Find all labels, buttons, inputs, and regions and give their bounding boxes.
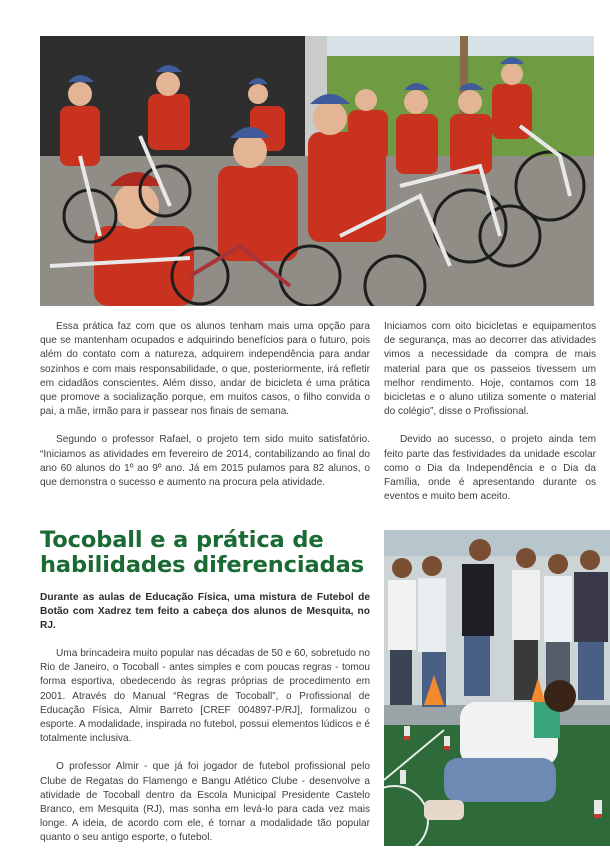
paragraph: Segundo o professor Rafael, o projeto tem sido muito satisfatório. “Iniciamos as atividades em fevereiro de 2014, contabilizando ao final do ano 60 alunos do 1º ao 9º ano. Já em 2015 pulamos para 82 alunos, o que demonstra o sucesso e aumento na procura pela atividade. <box>40 434 370 489</box>
paragraph: Devido ao sucesso, o projeto ainda tem feito parte das festividades da unidade escolar como o Dia da Independência e o Dia da Família, onde é apresentando durante os eventos e muito bem aceito. <box>384 434 596 503</box>
photo-tocoball-students <box>384 530 610 846</box>
headline-line-2: habilidades diferenciadas <box>40 552 364 578</box>
photo-children-bicycles <box>40 36 594 306</box>
paragraph: Uma brincadeira muito popular nas décadas de 50 e 60, sobretudo no Rio de Janeiro, o Tocoball - antes simples e com poucas regras - tomou forma esportiva, obedecendo às regras próprias de procedimento em 2001. Através do Manual “Regras de Tocoball”, o Profissional de Educação Física, Almir Barreto [CREF 004897-P/RJ], formalizou o esporte. A modalidade, inspirada no futebol, possui elementos lúdicos e é totalmente inclusiva. <box>40 648 370 745</box>
paragraph: O professor Almir - que já foi jogador de futebol profissional pelo Clube de Regatas do Flamengo e Bangu Atlético Clube - desenvolve a atividade de Tocoball dentro da Escola Municipal Presidente Castelo Branco, em Mesquita (RJ), mas sonha em levá-lo para cada vez mais longe. A ideia, de acordo com ele, é tornar a modalidade tão popular quanto o seu antigo esporte, o futebol. <box>40 761 370 844</box>
article-2-lead: Durante as aulas de Educação Física, uma mistura de Futebol de Botão com Xadrez tem feito a cabeça dos alunos de Mesquita, no RJ. <box>40 592 370 631</box>
article-1-left-column <box>40 320 370 490</box>
article-2-headline <box>40 528 370 578</box>
headline-line-1: Tocoball e a prática de <box>40 527 324 553</box>
article-2-body <box>40 647 370 846</box>
article-1-right-column <box>384 320 596 504</box>
paragraph: Essa prática faz com que os alunos tenham mais uma opção para que se mantenham ocupados e adquirindo benefícios para o futuro, pois além do contato com a natureza, adquirem independência para andar sozinhos e com mais responsabilidade, o que, posteriormente, irá refletir em cidadãos conscientes. Além disso, andar de bicicleta é uma prática que promove a socialização porque, em muitos casos, o filho convida o pai, a mãe, irmão para ir passear nos finais de semana. <box>40 321 370 418</box>
paragraph: Iniciamos com oito bicicletas e equipamentos de segurança, mas ao decorrer das atividades vimos a necessidade da compra de mais material para que os passeios tivessem um melhor rendimento. Hoje, contamos com 18 bicicletas e o aluno utiliza somente o material do colégio”, disse o Profissional. <box>384 321 596 418</box>
